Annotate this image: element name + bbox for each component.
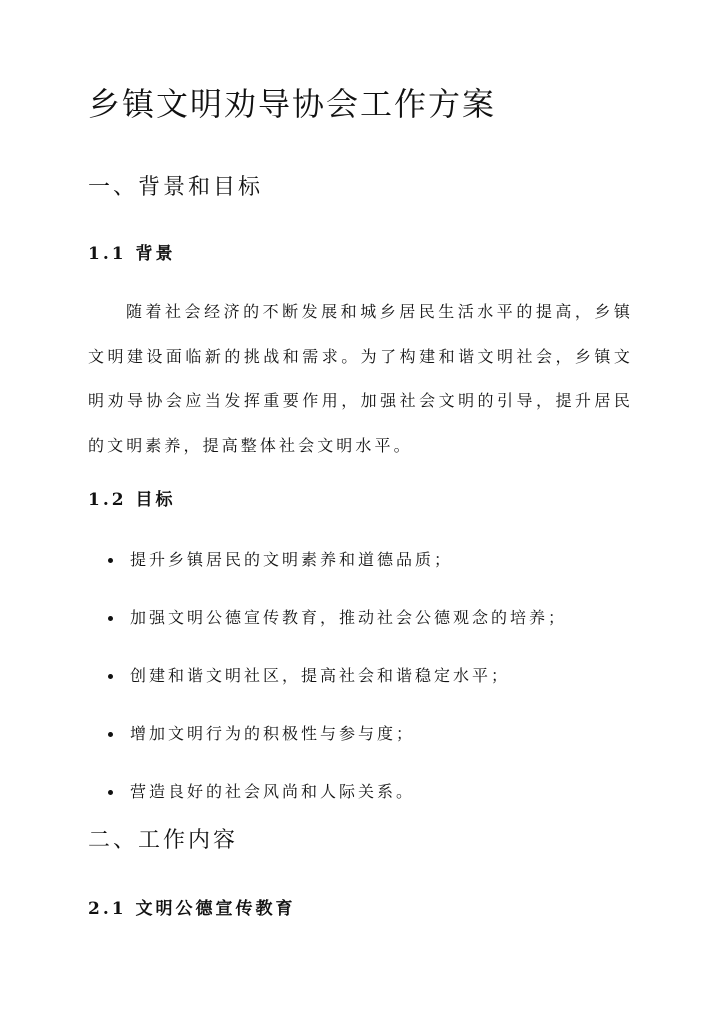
list-item (88, 656, 648, 714)
document-title: 乡镇文明劝导协会工作方案 (88, 85, 497, 123)
list-item-text: 加强文明公德宣传教育，推动社会公德观念的培养； (130, 608, 568, 627)
list-item-text: 创建和谐文明社区，提高社会和谐稳定水平； (130, 666, 511, 685)
subsection-heading-background: 1.1 背景 (88, 244, 176, 264)
subsection-heading-goals: 1.2 目标 (88, 490, 176, 510)
subsection-heading-publicity: 2.1 文明公德宣传教育 (88, 899, 296, 919)
background-paragraph: 随着社会经济的不断发展和城乡居民生活水平的提高，乡镇文明建设面临新的挑战和需求。为了构建和谐文明社会，乡镇文明劝导协会应当发挥重要作用，加强社会文明的引导，提升居民的文明素养，提高整体社会文明水平。 (88, 302, 633, 455)
bullet-icon (108, 790, 113, 795)
list-item-text: 提升乡镇居民的文明素养和道德品质； (130, 550, 454, 569)
bullet-icon (108, 616, 113, 621)
section-heading-work-content: 二、工作内容 (88, 828, 239, 853)
section-heading-background-goals: 一、背景和目标 (88, 175, 264, 200)
list-item (88, 598, 648, 656)
bullet-icon (108, 674, 113, 679)
list-item (88, 714, 648, 772)
list-item-text: 增加文明行为的积极性与参与度； (130, 724, 416, 743)
bullet-icon (108, 732, 113, 737)
bullet-icon (108, 558, 113, 563)
list-item-text: 营造良好的社会风尚和人际关系。 (130, 782, 416, 801)
list-item (88, 772, 648, 830)
list-item (88, 540, 648, 598)
goals-list (88, 540, 648, 830)
